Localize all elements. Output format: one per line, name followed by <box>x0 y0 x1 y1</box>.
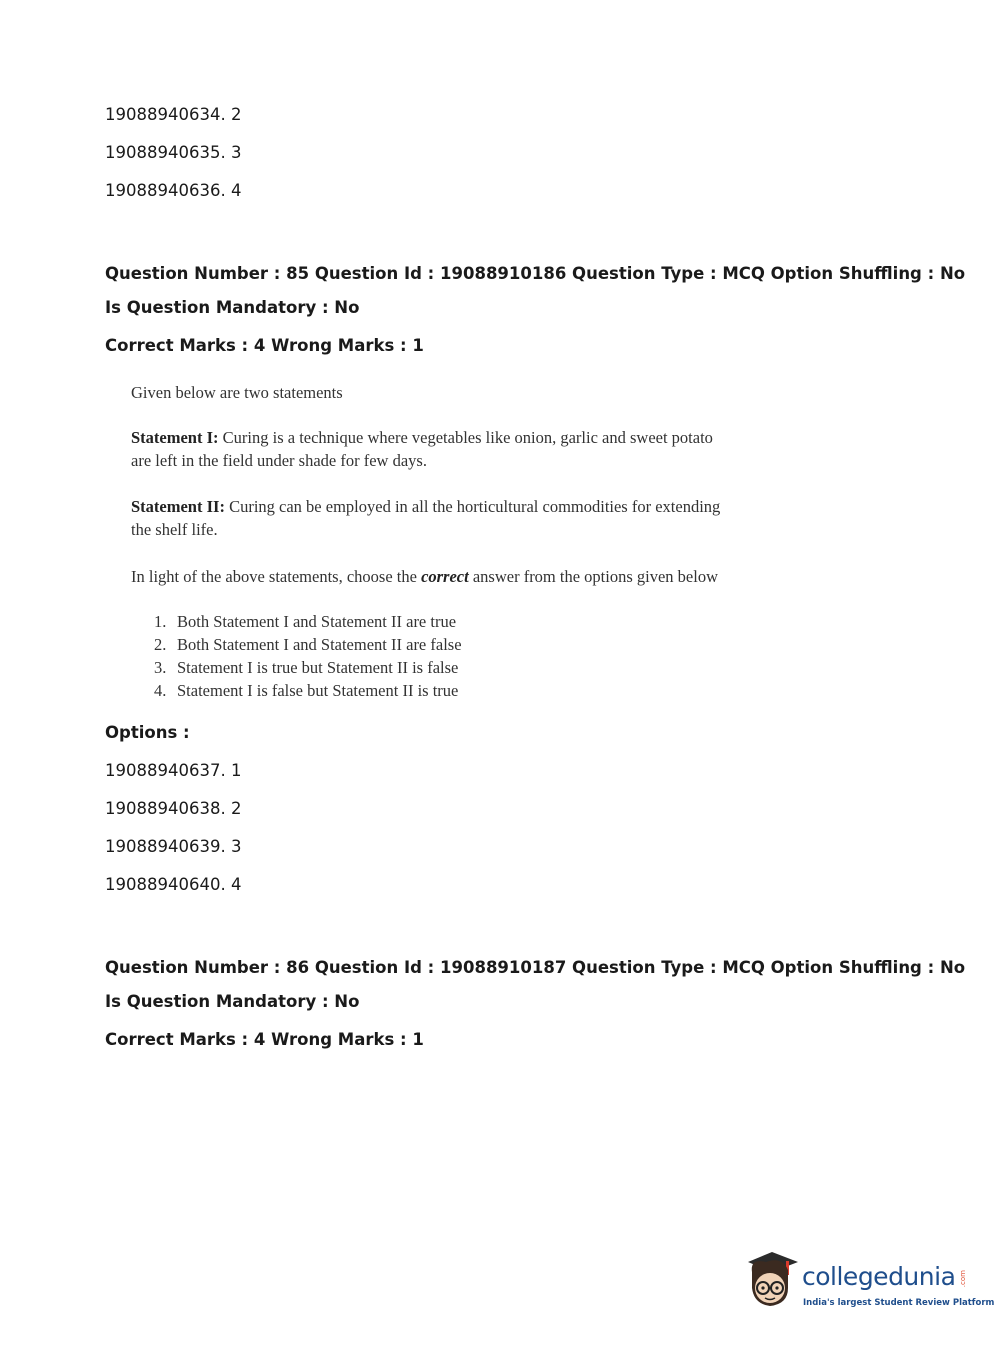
option-line: 19088940636. 4 <box>105 181 242 200</box>
option-line: 19088940640. 4 <box>105 875 242 894</box>
question-intro: Given below are two statements <box>131 383 343 402</box>
statement-1-text: Curing is a technique where vegetables like onion, garlic and sweet potato are left in the field under shade for few days. <box>131 428 713 470</box>
option-line: 19088940637. 1 <box>105 761 242 780</box>
statement-1-label: Statement I: <box>131 428 219 447</box>
prompt-text-a: In light of the above statements, choose the <box>131 567 417 586</box>
question-mandatory: Is Question Mandatory : No <box>105 298 360 317</box>
question-mandatory: Is Question Mandatory : No <box>105 992 360 1011</box>
question-header: Question Number : 86 Question Id : 19088910187 Question Type : MCQ Option Shuffling : No <box>105 958 966 977</box>
option-line: 19088940639. 3 <box>105 837 242 856</box>
options-label: Options : <box>105 723 190 742</box>
question-header: Question Number : 85 Question Id : 19088910186 Question Type : MCQ Option Shuffling : No <box>105 264 966 283</box>
statement-1 <box>131 426 731 472</box>
option-line: 19088940635. 3 <box>105 143 242 162</box>
choice-item: 3. Statement I is true but Statement II is false <box>154 658 459 677</box>
question-marks: Correct Marks : 4 Wrong Marks : 1 <box>105 336 424 355</box>
collegedunia-logo[interactable] <box>742 1248 995 1320</box>
mascot-icon <box>742 1248 802 1320</box>
question-marks: Correct Marks : 4 Wrong Marks : 1 <box>105 1030 424 1049</box>
option-line: 19088940638. 2 <box>105 799 242 818</box>
prompt-text-b: answer from the options given below <box>472 567 718 586</box>
choice-list <box>154 610 462 702</box>
choice-item: 2. Both Statement I and Statement II are false <box>154 635 462 654</box>
choice-item: 1. Both Statement I and Statement II are true <box>154 612 457 631</box>
logo-name: collegedunia <box>802 1262 956 1291</box>
prompt-emphasis: correct <box>421 567 469 586</box>
option-line: 19088940634. 2 <box>105 105 242 124</box>
choice-item: 4. Statement I is false but Statement II is true <box>154 681 459 700</box>
question-prompt <box>131 565 731 588</box>
statement-2 <box>131 495 731 541</box>
statement-2-label: Statement II: <box>131 497 225 516</box>
statement-2-text: Curing can be employed in all the horticultural commodities for extending the shelf life. <box>131 497 721 539</box>
logo-suffix: .com <box>959 1270 967 1288</box>
logo-tagline: India's largest Student Review Platform <box>803 1298 995 1308</box>
